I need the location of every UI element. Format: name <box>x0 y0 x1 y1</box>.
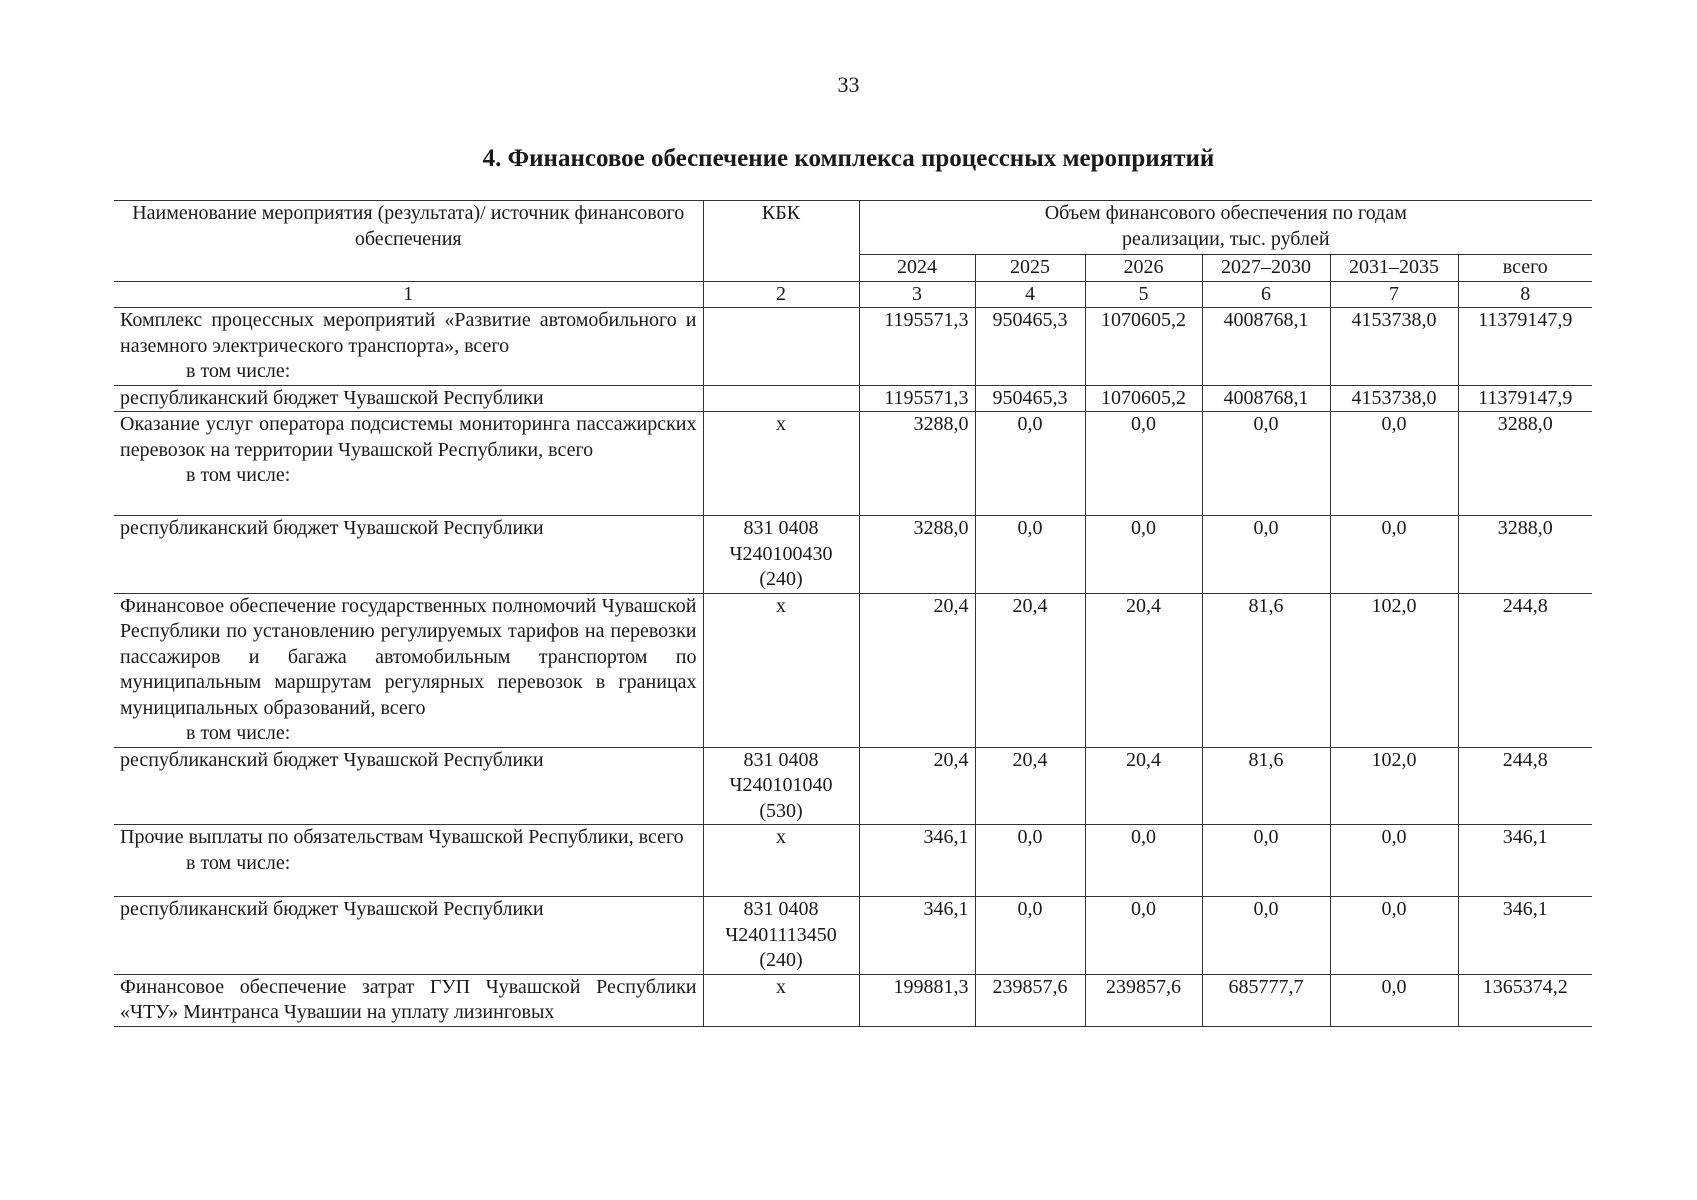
row-value: 239857,6 <box>975 974 1085 1026</box>
row-value: 1365374,2 <box>1458 974 1592 1026</box>
column-number: 8 <box>1458 281 1592 308</box>
table-row <box>114 308 1592 386</box>
header-row <box>114 201 1592 255</box>
table-row <box>114 897 1592 975</box>
row-value: 1070605,2 <box>1085 385 1202 412</box>
column-number: 6 <box>1202 281 1330 308</box>
row-kbk: 831 0408 Ч240101040 (530) <box>703 747 859 825</box>
header-kbk: КБК <box>703 201 859 282</box>
row-value: 244,8 <box>1458 593 1592 747</box>
row-value: 20,4 <box>859 747 975 825</box>
row-value: 950465,3 <box>975 385 1085 412</box>
row-value: 1195571,3 <box>859 308 975 386</box>
row-subnote: в том числе: <box>186 851 291 874</box>
header-year: 2031–2035 <box>1330 255 1458 282</box>
row-name-cell <box>114 516 703 594</box>
row-name-cell <box>114 825 703 897</box>
row-value: 0,0 <box>1330 825 1458 897</box>
row-name-cell <box>114 593 703 747</box>
row-name: республиканский бюджет Чувашской Республики <box>120 748 544 771</box>
row-value: 244,8 <box>1458 747 1592 825</box>
row-kbk: 831 0408 Ч240100430 (240) <box>703 516 859 594</box>
row-name-cell <box>114 974 703 1026</box>
row-value: 0,0 <box>1202 412 1330 516</box>
header-year: 2026 <box>1085 255 1202 282</box>
row-value: 81,6 <box>1202 593 1330 747</box>
row-value: 20,4 <box>975 593 1085 747</box>
header-year: 2027–2030 <box>1202 255 1330 282</box>
table-row <box>114 516 1592 594</box>
row-name: Финансовое обеспечение государственных полномочий Чувашской Республики по установлению регулируемых тарифов на перевозки пассажиров и багажа автомобильным транспортом по муниципальным маршрутам регулярных перевозок в границах муниципальных образований, всего <box>120 594 697 719</box>
table-row <box>114 385 1592 412</box>
row-value: 4008768,1 <box>1202 308 1330 386</box>
row-name-cell <box>114 385 703 412</box>
row-value: 3288,0 <box>859 412 975 516</box>
column-numbers-row <box>114 281 1592 308</box>
row-value: 3288,0 <box>1458 412 1592 516</box>
row-value: 0,0 <box>1330 974 1458 1026</box>
financing-table <box>114 200 1592 1027</box>
row-kbk: х <box>703 974 859 1026</box>
row-value: 0,0 <box>975 412 1085 516</box>
row-value: 20,4 <box>975 747 1085 825</box>
row-value: 20,4 <box>1085 593 1202 747</box>
row-kbk: х <box>703 593 859 747</box>
row-kbk <box>703 385 859 412</box>
table-row <box>114 747 1592 825</box>
column-number: 1 <box>114 281 703 308</box>
row-value: 0,0 <box>1085 412 1202 516</box>
header-year: 2024 <box>859 255 975 282</box>
row-name-cell <box>114 897 703 975</box>
row-value: 11379147,9 <box>1458 385 1592 412</box>
row-kbk: х <box>703 825 859 897</box>
row-name-cell <box>114 412 703 516</box>
table-row <box>114 825 1592 897</box>
row-value: 3288,0 <box>1458 516 1592 594</box>
row-value: 11379147,9 <box>1458 308 1592 386</box>
row-name-cell <box>114 308 703 386</box>
row-value: 346,1 <box>859 825 975 897</box>
row-name: республиканский бюджет Чувашской Республики <box>120 386 544 409</box>
row-value: 0,0 <box>1202 825 1330 897</box>
page-number: 33 <box>837 72 860 97</box>
row-value: 4153738,0 <box>1330 385 1458 412</box>
row-kbk: 831 0408 Ч2401113450 (240) <box>703 897 859 975</box>
row-value: 199881,3 <box>859 974 975 1026</box>
row-value: 0,0 <box>1330 516 1458 594</box>
column-number: 2 <box>703 281 859 308</box>
table-row <box>114 593 1592 747</box>
row-value: 0,0 <box>1085 825 1202 897</box>
row-value: 0,0 <box>1202 897 1330 975</box>
header-volume: Объем финансового обеспечения по годам реализации, тыс. рублей <box>859 201 1592 255</box>
row-value: 0,0 <box>1330 412 1458 516</box>
row-value: 346,1 <box>1458 825 1592 897</box>
header-year: всего <box>1458 255 1592 282</box>
row-value: 81,6 <box>1202 747 1330 825</box>
row-value: 239857,6 <box>1085 974 1202 1026</box>
row-name-cell <box>114 747 703 825</box>
row-subnote: в том числе: <box>186 360 291 382</box>
row-value: 685777,7 <box>1202 974 1330 1026</box>
row-value: 20,4 <box>1085 747 1202 825</box>
row-value: 0,0 <box>1085 897 1202 975</box>
column-number: 7 <box>1330 281 1458 308</box>
table-row <box>114 412 1592 516</box>
row-value: 0,0 <box>975 825 1085 897</box>
row-value: 0,0 <box>975 897 1085 975</box>
row-name: республиканский бюджет Чувашской Республики <box>120 898 544 920</box>
column-number: 4 <box>975 281 1085 308</box>
row-value: 346,1 <box>859 897 975 975</box>
row-value: 1070605,2 <box>1085 308 1202 386</box>
table-row <box>114 974 1592 1026</box>
column-number: 3 <box>859 281 975 308</box>
row-value: 4153738,0 <box>1330 308 1458 386</box>
row-name: республиканский бюджет Чувашской Республики <box>120 517 544 539</box>
section-title: 4. Финансовое обеспечение комплекса процессных мероприятий <box>482 145 1215 172</box>
row-value: 950465,3 <box>975 308 1085 386</box>
row-value: 3288,0 <box>859 516 975 594</box>
row-kbk <box>703 308 859 386</box>
header-year: 2025 <box>975 255 1085 282</box>
row-value: 346,1 <box>1458 897 1592 975</box>
header-name: Наименование мероприятия (результата)/ источник финансового обеспечения <box>114 201 703 282</box>
row-value: 102,0 <box>1330 593 1458 747</box>
row-value: 0,0 <box>1085 516 1202 594</box>
row-name: Комплекс процессных мероприятий «Развитие автомобильного и наземного электрического транспорта», всего <box>120 309 697 357</box>
row-value: 0,0 <box>975 516 1085 594</box>
row-name: Финансовое обеспечение затрат ГУП Чувашской Республики «ЧТУ» Минтранса Чувашии на уплату лизинговых <box>120 975 697 1023</box>
column-number: 5 <box>1085 281 1202 308</box>
row-kbk: х <box>703 412 859 516</box>
row-name: Оказание услуг оператора подсистемы мониторинга пассажирских перевозок на территории Чувашской Республики, всего <box>120 413 697 461</box>
row-value: 0,0 <box>1330 897 1458 975</box>
row-subnote: в том числе: <box>186 464 291 486</box>
row-value: 20,4 <box>859 593 975 747</box>
row-value: 4008768,1 <box>1202 385 1330 412</box>
row-subnote: в том числе: <box>186 722 291 744</box>
row-value: 1195571,3 <box>859 385 975 412</box>
row-name: Прочие выплаты по обязательствам Чувашской Республики, всего <box>120 826 684 848</box>
row-value: 0,0 <box>1202 516 1330 594</box>
row-value: 102,0 <box>1330 747 1458 825</box>
